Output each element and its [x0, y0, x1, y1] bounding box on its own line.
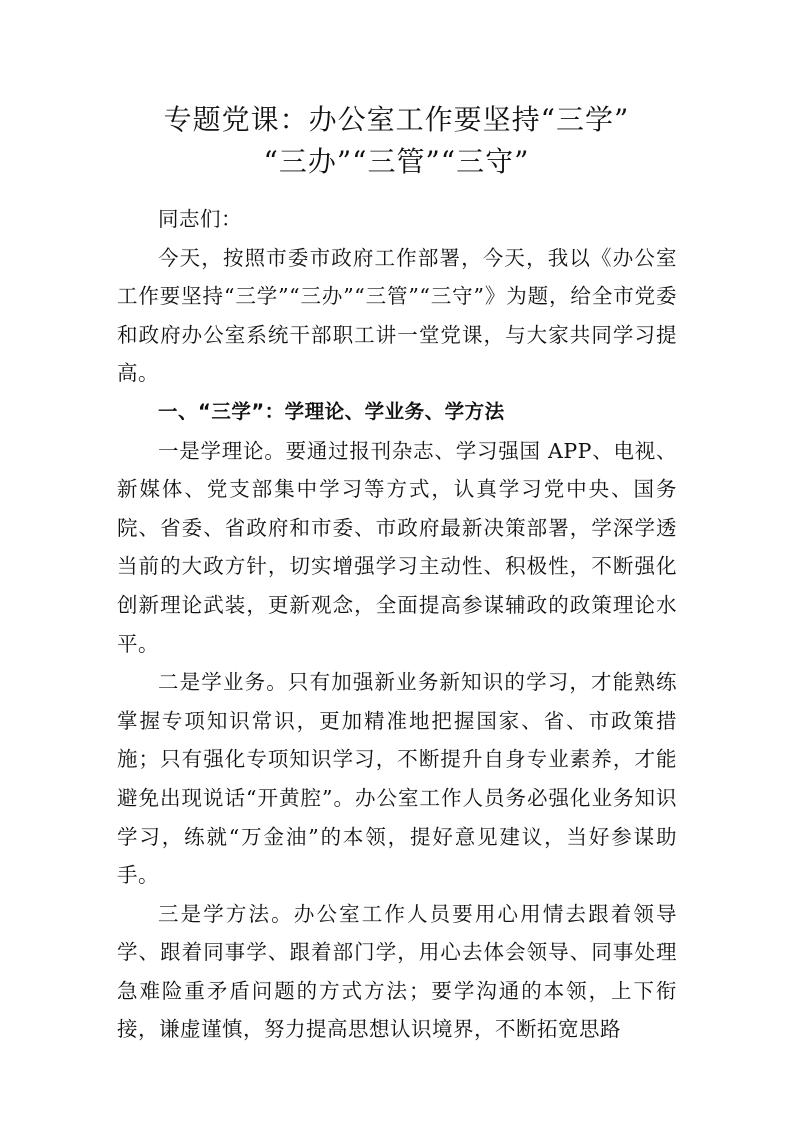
salutation: 同志们： [158, 207, 242, 231]
body-paragraph: 一是学理论。要通过报刊杂志、学习强国 APP、电视、新媒体、党支部集中学习等方式，认真学习党中央、国务院、省委、省政府和市委、市政府最新决策部署，学深学透当前的大政方针，切实增强学习主动性、积极性，不断强化创新理论武装，更新观念，全面提高参谋辅政的政策理论水平。 [117, 438, 677, 656]
document-title-line-2: “三办”“三管”“三守” [263, 145, 530, 178]
body-paragraph: 二是学业务。只有加强新业务新知识的学习，才能熟练掌握专项知识常识，更加精准地把握国家、省、市政策措施；只有强化专项知识学习，不断提升自身专业素养，才能避免出现说话“开黄腔”。办公室工作人员务必强化业务知识学习，练就“万金油”的本领，提好意见建议，当好参谋助手。 [117, 670, 677, 888]
body-paragraph: 三是学方法。办公室工作人员要用心用情去跟着领导学、跟着同事学、跟着部门学，用心去体会领导、同事处理急难险重矛盾问题的方式方法；要学沟通的本领，上下衔接，谦虚谨慎，努力提高思想认识境界，不断拓宽思路 [117, 901, 677, 1042]
section-heading: 一、“三学”：学理论、学业务、学方法 [158, 399, 505, 423]
document-body [117, 200, 677, 1049]
document-title-line-1: 专题党课：办公室工作要坚持“三学” [163, 103, 630, 136]
intro-paragraph: 今天，按照市委市政府工作部署，今天，我以《办公室工作要坚持“三学”“三办”“三管”“三守”》为题，给全市党委和政府办公室系统干部职工讲一堂党课，与大家共同学习提高。 [117, 245, 677, 386]
